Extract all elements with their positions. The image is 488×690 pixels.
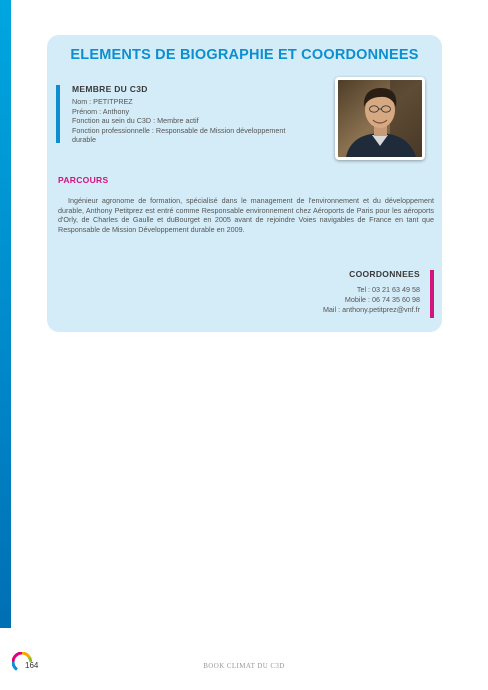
portrait-photo (335, 77, 425, 160)
member-firstname: Prénom : Anthony (72, 106, 130, 116)
contact-email: Mail : anthony.petitprez@vnf.fr (322, 305, 420, 314)
contact-phone: Tel : 03 21 63 49 58 (356, 285, 420, 294)
parcours-heading: PARCOURS (58, 175, 109, 185)
member-c3d-role: Fonction au sein du C3D : Membre actif (72, 116, 199, 126)
contact-mobile: Mobile : 06 74 35 60 98 (344, 295, 420, 304)
member-job-title-continued: durable (72, 135, 96, 145)
member-heading: MEMBRE DU C3D (72, 84, 148, 94)
contact-block (240, 270, 434, 318)
member-job-title: Fonction professionnelle : Responsable de Mission développement (72, 125, 286, 135)
footer-book-title: BOOK CLIMAT DU C3D (203, 662, 285, 670)
portrait-photo-drawing (338, 80, 422, 157)
member-info-block (56, 85, 342, 143)
parcours-paragraph: Ingénieur agronome de formation, spécialisé dans le management de l'environnement et du développement durable, Anthony Petitprez est entré comme Responsable environnement chez Aéroports de Paris pour les aéroports d'Orly, de Charles de Gaulle et duBourget en 2005 avant de rejoindre Voies navigables de France en tant que Responsable de Mission Développement durable en 2009. (58, 196, 434, 234)
biography-card (47, 35, 442, 332)
left-decorative-band (0, 0, 11, 628)
member-name: Nom : PETITPREZ (72, 97, 133, 106)
card-title: ELEMENTS DE BIOGRAPHIE ET COORDONNEES (70, 47, 419, 63)
page-number: 164 (25, 661, 39, 670)
contact-heading: COORDONNEES (349, 269, 420, 279)
